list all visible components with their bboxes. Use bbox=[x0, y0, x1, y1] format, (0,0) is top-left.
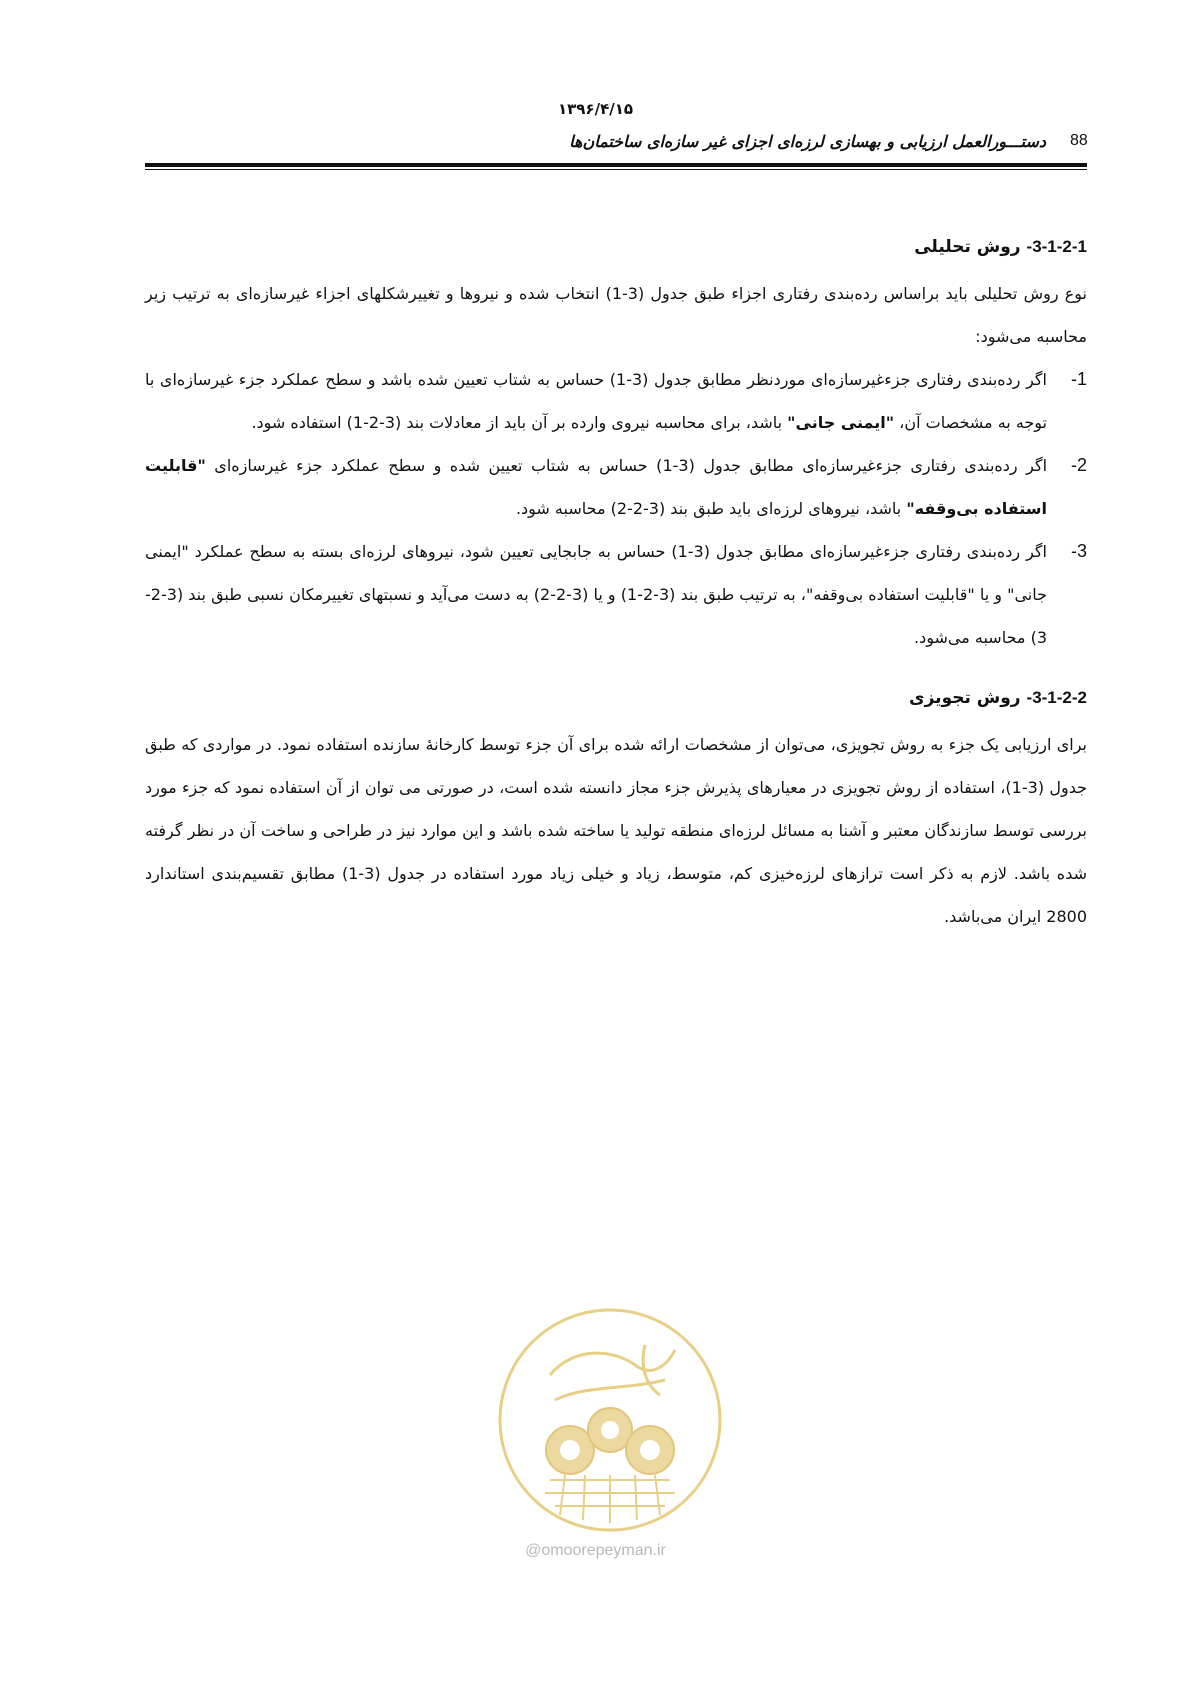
header-rule-thin bbox=[145, 169, 1087, 170]
running-title: دستـــورالعمل ارزیابی و بهسازی لرزه‌ای اجزای غیر سازه‌ای ساختمان‌ها bbox=[569, 132, 1046, 151]
section-title: روش تحلیلی bbox=[914, 237, 1021, 257]
list-item bbox=[145, 358, 1087, 444]
list-text: باشد، نیروهای لرزه‌ای باید طبق بند (3-2-2) محاسبه شود. bbox=[515, 499, 907, 518]
page-number: 88 bbox=[1070, 132, 1088, 149]
list-item bbox=[145, 444, 1087, 530]
bold-term: "ایمنی جانی" bbox=[787, 413, 895, 432]
section-intro: نوع روش تحلیلی باید براساس رده‌بندی رفتاری اجزاء طبق جدول (3-1) انتخاب شده و نیروها و تغییرشکلهای اجزاء غیرسازه‌ای به ترتیب زیر محاسبه می‌شود: bbox=[145, 284, 1087, 346]
section-heading-analytical bbox=[145, 230, 1087, 264]
header-date: ۱۳۹۶/۴/۱۵ bbox=[557, 100, 634, 118]
list-text: باشد، برای محاسبه نیروی وارده بر آن باید از معادلات بند (3-2-1) استفاده شود. bbox=[251, 413, 788, 432]
bold-term: "قابلیت استفاده بی‌وقفه" bbox=[145, 456, 1047, 518]
section-body: برای ارزیابی یک جزء به روش تجویزی، می‌توان از مشخصات ارائه شده برای آن جزء توسط کارخانهٔ سازنده استفاده نمود. در مواردی که طبق جدول (3-1)، استفاده از روش تجویزی در معیارهای پذیرش جزء مجاز دانسته شده است، در صورتی می توان از آن استفاده نمود که جزء مورد بررسی توسط سازندگان معتبر و آشنا به مسائل لرزه‌ای منطقه تولید یا ساخته شده باشد و این موارد نیز در طراحی و ساخت آن در نظر گرفته شده باشد. لازم به ذکر است ترازهای لرزه‌خیزی کم، متوسط، زیاد و خیلی زیاد مورد استفاده در جدول (3-1) مطابق تقسیم‌بندی استاندارد 2800 ایران می‌باشد. bbox=[145, 735, 1087, 926]
list-text: اگر رده‌بندی رفتاری جزءغیرسازه‌ای مطابق جدول (3-1) حساس به شتاب تعیین شده و سطح عملکرد جزء غیرسازه‌ای bbox=[205, 456, 1048, 475]
watermark-logo-icon bbox=[495, 1305, 725, 1535]
list-text: اگر رده‌بندی رفتاری جزءغیرسازه‌ای موردنظر مطابق جدول (3-1) حساس به شتاب تعیین شده باشد و سطح عملکرد جزء غیرسازه‌ای با توجه به مشخصات آن، bbox=[145, 370, 1047, 432]
watermark-site: @omoorepeyman.ir bbox=[525, 1542, 666, 1559]
list-marker: 2- bbox=[1070, 455, 1087, 475]
analytical-list bbox=[145, 358, 1087, 659]
list-marker: 3- bbox=[1070, 541, 1087, 561]
section-number: 3-1-2-1- bbox=[1026, 237, 1087, 256]
list-marker: 1- bbox=[1070, 369, 1087, 389]
section-number: 3-1-2-2- bbox=[1026, 688, 1087, 707]
header-rule-thick bbox=[145, 163, 1087, 167]
section-title: روش تجویزی bbox=[909, 688, 1021, 708]
list-text: اگر رده‌بندی رفتاری جزءغیرسازه‌ای مطابق جدول (3-1) حساس به جابجایی تعیین شود، نیروهای لرزه‌ای بسته به سطح عملکرد "ایمنی جانی" و یا "قابلیت استفاده بی‌وقفه"، به ترتیب طبق بند (3-2-1) و یا (3-2-2) به دست می‌آید و نسبتهای تغییرمکان نسبی طبق بند (3-2-3) محاسبه می‌شود. bbox=[145, 542, 1047, 647]
list-item bbox=[145, 530, 1087, 659]
section-heading-prescriptive bbox=[145, 681, 1087, 715]
page-content bbox=[145, 230, 1087, 938]
